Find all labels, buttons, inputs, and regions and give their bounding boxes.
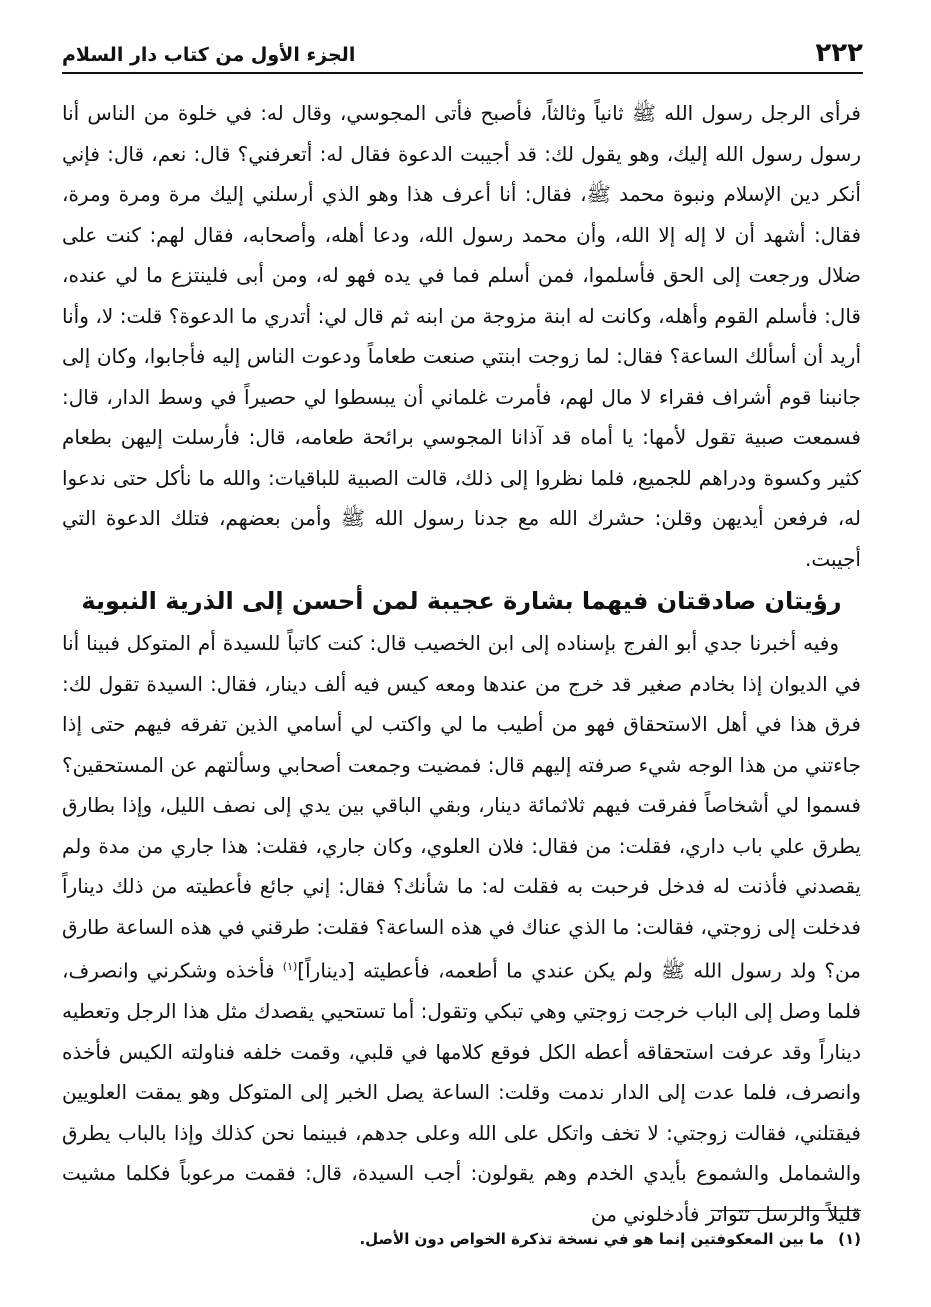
page-number: ٢٢٢ — [815, 38, 863, 68]
paragraph-opening: فرأى الرجل رسول الله ﷺ ثانياً وثالثاً، فأصبح فأتى المجوسي، وقال له: في خلوة من الناس أنا رسول رسول الله إليك، وهو يقول لك: قد أجيبت الدعوة فقال له: أتعرفني؟ قال: نعم، قال: فإني أنكر دين الإسلام ونبوة محمد ﷺ، فقال: أنا أعرف هذا وهو الذي أرسلني إليك مرة ومرة ومرة، فقال: أشهد أن لا إله إلا الله، وأن محمد رسول الله، ودعا أهله، وأصحابه، فقال لهم: كنت على ضلال ورجعت إلى الحق فأسلموا، فمن أسلم فما في يده فهو له، ومن أبى فلينتزع ما لي عنده، قال: فأسلم القوم وأهله، وكانت له ابنة مزوجة من ابنه ثم قال لي: أتدري ما الدعوة؟ قلت: لا، وأنا أريد أن أسألك الساعة؟ فقال: لما زوجت ابنتي صنعت طعاماً ودعوت الناس إليه فأجابوا، وكان إلى جانبنا قوم أشراف فقراء لا مال لهم، فأمرت غلماني أن يبسطوا لي حصيراً في وسط الدار، قال: فسمعت صبية تقول لأمها: يا أماه قد آذانا المجوسي برائحة طعامه، قال: فأرسلت إليهن بطعام كثير وكسوة ودراهم للجميع، فلما نظروا إلى ذلك، قالت الصبية للباقيات: والله ما نأكل حتى ندعوا له، فرفعن أيديهن وقلن: حشرك الله مع جدنا رسول الله ﷺ وأمن بعضهم، فتلك الدعوة التي أجيبت. — [62, 101, 861, 571]
footnote-text: ما بين المعكوفتين إنما هو في نسخة تذكرة الخواص دون الأصل. — [359, 1230, 825, 1248]
page-header — [62, 28, 863, 74]
running-title: الجزء الأول من كتاب دار السلام — [62, 44, 356, 66]
section-heading: رؤيتان صادقتان فيهما بشارة عجيبة لمن أحسن إلى الذرية النبوية — [81, 587, 842, 615]
footnote-divider — [711, 1210, 861, 1211]
footnote-marker: (١) — [838, 1230, 861, 1248]
paragraph-story-part-2: فأخذه وشكرني وانصرف، فلما وصل إلى الباب خرجت زوجتي وهي تبكي وتقول: أما تستحيي يقصدك مثل هذا الرجل وتعطيه ديناراً وقد عرفت استحقاقه أعطه الكل فوقع كلامها في قلبي، وقمت خلفه فناولته الكيس فأخذه وانصرف، فلما عدت إلى الدار ندمت وقلت: الساعة يصل الخبر إلى المتوكل وهو يمقت العلويين فيقتلني، فقالت زوجتي: لا تخف واتكل على الله وعلى جدهم، فبينما نحن كذلك وإذا بالباب يطرق والشمامل والشموع بأيدي الخدم وهم يقولون: أجب السيدة، قال: فقمت مرعوباً فكلما مشيت قليلاً والرسل تتواتر فأدخلوني من — [62, 958, 861, 1226]
footnote — [62, 1226, 861, 1252]
main-text — [62, 93, 861, 1234]
paragraph-story — [62, 623, 861, 1234]
paragraph-story-part-1: وفيه أخبرنا جدي أبو الفرج بإسناده إلى ابن الخصيب قال: كنت كاتباً للسيدة أم المتوكل فبينا أنا في الديوان إذا بخادم صغير قد خرج من عندها ومعه كيس فيه ألف دينار، فقال: السيدة تقول لك: فرق هذا في أهل الاستحقاق فهو من أطيب ما لي واكتب لي أسامي الذين تفرقه فيهم حتى إذا جاءتني من هذا الوجه شيء صرفته إليهم قال: فمضيت وجمعت أصحابي وسألتهم عن المستحقين؟ فسموا لي أشخاصاً ففرقت فيهم ثلاثمائة دينار، وبقي الباقي بين يدي إلى نصف الليل، وإذا بطارق يطرق علي باب داري، فقلت: من فقال: فلان العلوي، وكان جاري، فقلت: هذا جاري من مدة ولم يقصدني فأذنت له فدخل فرحبت به فقلت له: ما شأنك؟ فقال: إني جائع فأعطيته من ذلك ديناراً فدخلت إلى زوجتي، فقالت: ما الذي عناك في هذه الساعة؟ فقلت: طرقني في هذه الساعة طارق من؟ ولد رسول الله ﷺ ولم يكن عندي ما أطعمه، فأعطيته [ديناراً] — [62, 631, 861, 983]
footnote-reference[interactable]: (١) — [282, 960, 298, 973]
